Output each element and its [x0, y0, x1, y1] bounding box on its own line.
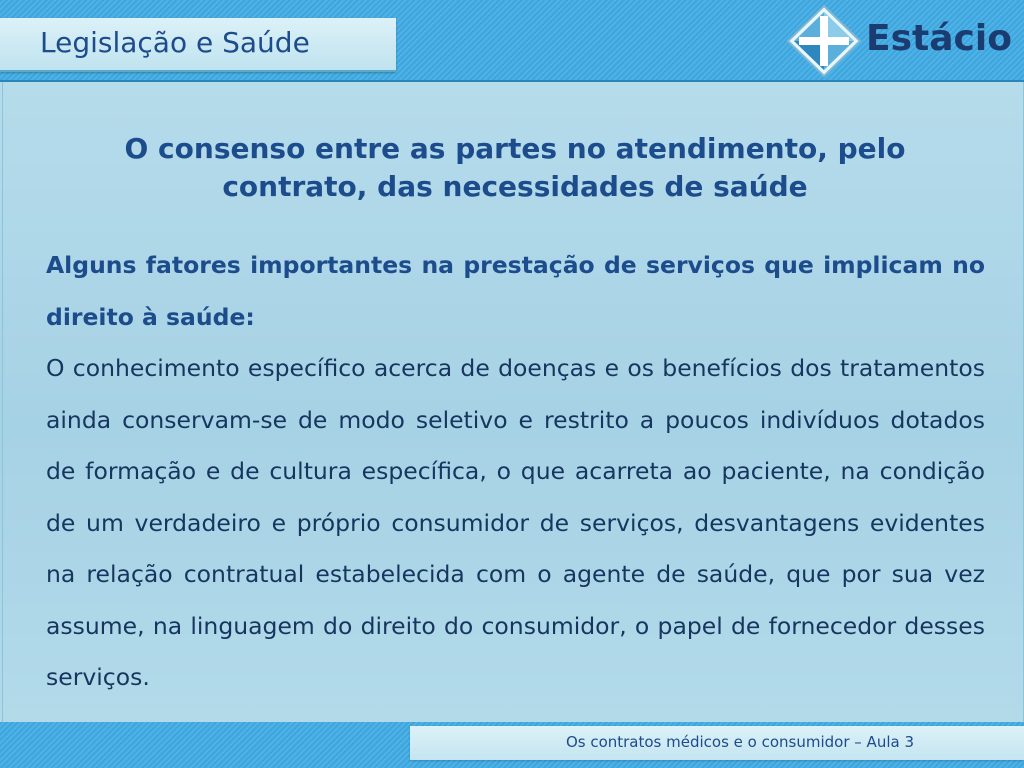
footer-box [410, 726, 1024, 760]
page-title: Legislação e Saúde [40, 26, 310, 59]
logo-wordmark: Estácio [866, 18, 1012, 59]
logo-mark-icon [786, 4, 862, 78]
body-paragraph: O conhecimento específico acerca de doenças e os benefícios dos tratamentos ainda conservam-se de modo seletivo e restrito a poucos indivíduos dotados de formação e de cultura específica, o que acarreta ao paciente, na condição de um verdadeiro e próprio consumidor de serviços, desvantagens evidentes na relação contratual estabelecida com o agente de saúde, que por sua vez assume, na linguagem do direito do consumidor, o papel de fornecedor desses serviços. [46, 354, 985, 691]
body-text [46, 240, 985, 704]
lead-paragraph: Alguns fatores importantes na prestação de serviços que implicam no direito à saúde: [46, 251, 985, 331]
estacio-logo [786, 4, 1016, 78]
slide-heading: O consenso entre as partes no atendimento, pelo contrato, das necessidades de saúde [124, 132, 906, 203]
title-box [0, 18, 396, 72]
footer-text: Os contratos médicos e o consumidor – Aula 3 [565, 733, 914, 751]
